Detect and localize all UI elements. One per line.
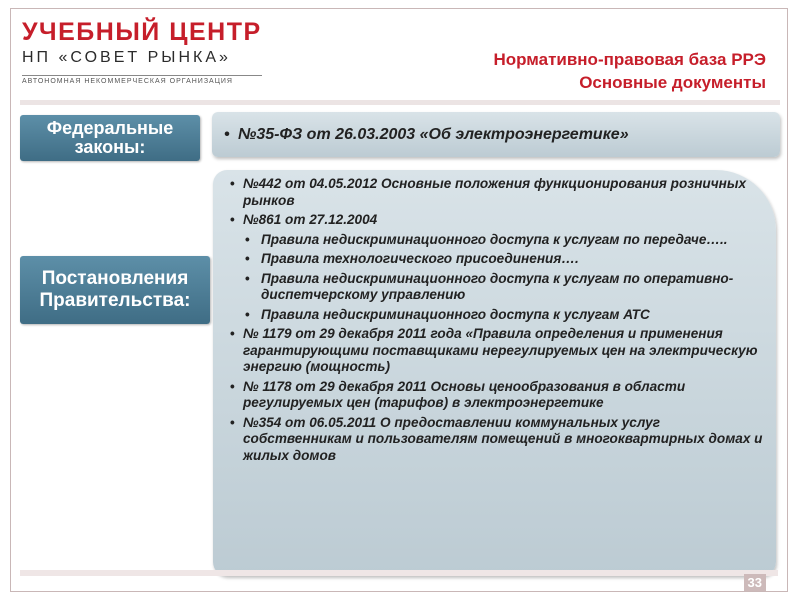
federal-laws-label [20,115,200,161]
federal-law-item: • №35-ФЗ от 26.03.2003 «Об электроэнергетике» [212,126,629,144]
list-item: • № 1179 от 29 декабря 2011 года «Правила определения и применения гарантирующими поставщиками нерегулируемых цен на электрическую энергию (мощность) [227,326,763,376]
logo-subtitle: НП «СОВЕТ РЫНКА» [22,49,231,66]
slide-title [493,48,766,94]
header-divider [20,100,780,105]
government-decrees-label-text: Постановления Правительства: [39,268,191,311]
sub-list-item: • Правила технологического присоединения…. [227,251,763,268]
list-item: • №442 от 04.05.2012 Основные положения функционирования розничных рынков [227,176,763,209]
list-item: • №861 от 27.12.2004 [227,212,763,229]
sub-list-item: • Правила недискриминационного доступа к услугам АТС [227,307,763,324]
sub-list-item: • Правила недискриминационного доступа к услугам по передаче….. [227,232,763,249]
page-number: 33 [744,574,766,591]
list-item: • №354 от 06.05.2011 О предоставлении коммунальных услуг собственникам и пользователям помещений в многоквартирных домах и жилых домов [227,415,763,465]
slide-title-line2: Основные документы [579,73,766,92]
logo [22,18,262,85]
government-decrees-band [213,170,776,576]
government-decrees-list [227,176,763,467]
footer-bar [20,570,778,576]
sub-list-item: • Правила недискриминационного доступа к услугам по оперативно- диспетчерскому управлению [227,271,763,304]
federal-laws-band [212,112,780,157]
federal-laws-label-text: Федеральные законы: [46,118,174,157]
government-decrees-label [20,256,210,324]
list-item: • № 1178 от 29 декабря 2011 Основы ценообразования в области регулируемых цен (тарифов) в электроэнергетике [227,379,763,412]
logo-tagline: АВТОНОМНАЯ НЕКОММЕРЧЕСКАЯ ОРГАНИЗАЦИЯ [22,75,262,85]
slide-title-line1: Нормативно-правовая база РРЭ [493,50,766,69]
logo-title: УЧЕБНЫЙ ЦЕНТР [22,18,262,46]
